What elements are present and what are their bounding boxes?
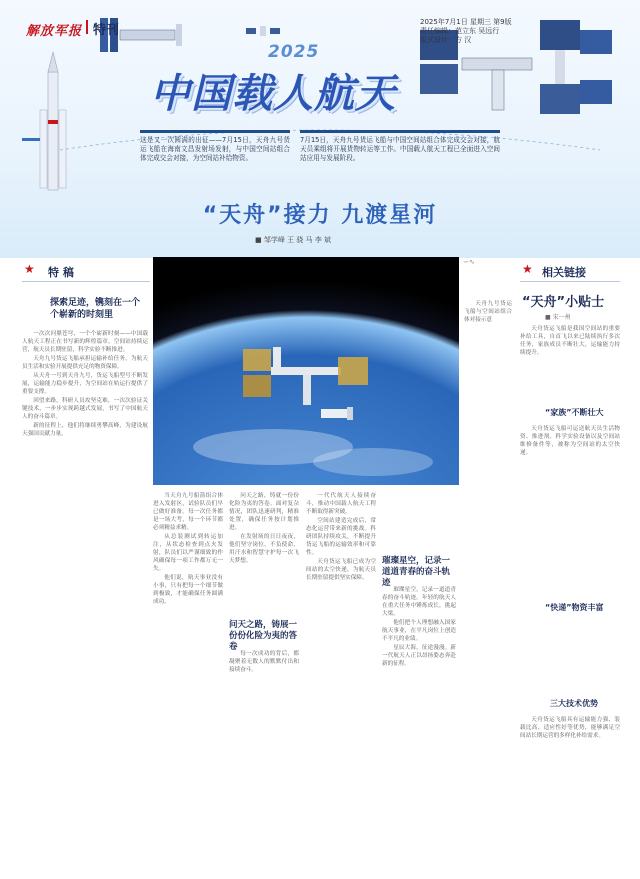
paragraph: 天舟货运飞船可运送航天员生活物资、推进剂、科学实验设备以及空间站维修备件等，被称为空间站的太空快递。: [520, 426, 620, 456]
paragraph: 问天之路，铸就一份份化险为夷的答卷。面对复杂情况，团队迅速研判，精准处置，确保任务按计划推进。: [229, 493, 299, 531]
paragraph: 在发射场的日日夜夜，他们坚守岗位，不负使命，用汗水和智慧守护每一次飞天梦想。: [229, 534, 299, 564]
paragraph: 回望来路，科研人员攻坚克难，一次次验证关键技术，一步步实现跨越式发展，书写了中国航天人的奋斗篇章。: [22, 398, 148, 420]
right-subhead: 三大技术优势: [550, 699, 598, 708]
left-rule: [22, 281, 150, 282]
paragraph: 他们说，航天事业没有小事，只有把每一个细节做到极致，才能确保任务圆满成功。: [153, 575, 223, 605]
paragraph: 天舟货运飞船已成为空间站的太空快递，为航天员长期驻留提供坚实保障。: [306, 559, 376, 581]
center-col-1: [153, 492, 223, 607]
left-section-label: 特 稿: [48, 266, 74, 279]
masthead: [0, 0, 640, 258]
paragraph: 一次次问鼎苍穹，一个个崭新时刻——中国载人航天工程正在书写新的辉煌篇章。空间站持续运营，航天员长期驻留，科学实验不断推进。: [22, 331, 148, 353]
right-byline: ■ 宋一州: [545, 314, 571, 321]
left-headline: 探索足迹，镌刻在一个个崭新的时刻里: [50, 298, 141, 320]
paragraph: 星辰大海，征途漫漫。新一代航天人正以昂扬姿态奔赴新的征程。: [382, 645, 456, 667]
center-section-a-title: 问天之路，铸展一份份化险为夷的答卷: [229, 620, 298, 652]
hero-year: 2025: [268, 42, 320, 62]
satellite-icon: [246, 26, 280, 36]
signature-mark: ∽∿: [463, 258, 475, 266]
center-section-b-title: 璀璨星空，记录一道道青春的奋斗轨迹: [382, 556, 451, 588]
center-col-2b: [229, 650, 299, 675]
feature-subtitle: “天舟”接力 九渡星河: [202, 203, 438, 228]
feature-byline: ■ 邹学峰 王 骁 马 李 斌: [255, 236, 331, 244]
space-station-photo: [153, 257, 459, 485]
paragraph: 璀璨星空，记录一道道青春的奋斗轨迹。年轻的航天人在重大任务中锤炼成长，挑起大梁。: [382, 587, 456, 617]
paragraph: 他们把个人理想融入国家航天事业，在平凡岗位上创造不平凡的业绩。: [382, 620, 456, 642]
paragraph: 从天舟一号到天舟九号，货运飞船型号不断发展，运输能力稳步提升，为空间站在轨运行提供了重要支撑。: [22, 373, 148, 395]
right-body: [520, 425, 620, 458]
intro-blurb-left: 这是又一次圆满的出征——7月15日，天舟九号货运飞船在海南文昌发射场发射，与中国空间站组合体完成交会对接，为空间站补给物资。: [140, 136, 290, 162]
section-name: 特刊: [93, 23, 120, 38]
designer-line: 版式设计：方 汉: [420, 36, 472, 44]
date-line: 2025年7月1日 星期三 第9版: [420, 18, 512, 26]
right-body: [520, 716, 620, 741]
photo-caption: 天舟九号货运飞船与空间站组合体对接示意: [464, 301, 512, 323]
star-icon: ★: [522, 262, 533, 276]
blurb-rule-left: [140, 130, 290, 133]
right-subhead: “快递”物资丰富: [545, 603, 604, 612]
paragraph: 新的征程上，他们将继续勇攀高峰，为建设航天强国贡献力量。: [22, 423, 148, 437]
left-article-body: [22, 330, 148, 439]
paragraph: 天舟货运飞船具有运输能力强、装载比高、适应性好等优势，能够满足空间站长期运营的多样化补给需求。: [520, 717, 620, 739]
hero-title: 中国载人航天: [150, 71, 396, 117]
center-col-5: [464, 300, 512, 325]
intro-blurb-right: 7月15日，天舟九号货运飞船与中国空间站组合体完成交会对接，航天员乘组将开展货物转运等工作。中国载人航天工程已全面进入空间站应用与发展阶段。: [300, 136, 500, 162]
center-col-2: [229, 492, 299, 566]
paragraph: 一代代航天人接续奋斗，推动中国载人航天工程不断取得新突破。: [306, 493, 376, 515]
blurb-rule-right: [300, 130, 500, 133]
right-rule: [520, 281, 620, 282]
center-col-3: [306, 492, 376, 583]
paragraph: 天舟九号货运飞船承担运输补给任务，为航天员生活和实验开展提供充足的物资保障。: [22, 356, 148, 370]
editor-line: 责任编辑：范立东 吴远行: [420, 27, 500, 35]
right-section-label: 相关链接: [542, 266, 586, 279]
earth-orbit-image: [153, 257, 459, 485]
paragraph: 从总装测试到转运加注，从状态检查到点火发射，队员们以严谨细致的作风确保每一项工作都万无一失。: [153, 534, 223, 572]
right-subhead: “家族”不断壮大: [545, 408, 604, 417]
paragraph: 当天舟九号船箭组合体进入发射区，试验队员们早已做好准备。每一次任务都是一场大考，每一个环节都必须精益求精。: [153, 493, 223, 531]
paragraph: 空间站建造完成后，常态化运营带来新的挑战。科研团队持续攻关，不断提升货运飞船的运输效率和可靠性。: [306, 518, 376, 556]
rocket-illustration: [22, 52, 66, 190]
paragraph: 每一次成功的背后，都凝聚着无数人的默默付出和接续奋斗。: [229, 651, 299, 673]
right-body: [520, 325, 620, 358]
paragraph: 天舟货运飞船是我国空间站的重要补给工具，自首飞以来已陆续执行多次任务，家族成员不断壮大，运输能力持续提升。: [520, 326, 620, 356]
logo-divider: [86, 20, 88, 34]
newspaper-logo: 解放军报: [26, 24, 83, 39]
center-col-4: [382, 586, 456, 669]
right-title: “天舟”小贴士: [522, 295, 605, 310]
star-icon: ★: [24, 262, 35, 276]
